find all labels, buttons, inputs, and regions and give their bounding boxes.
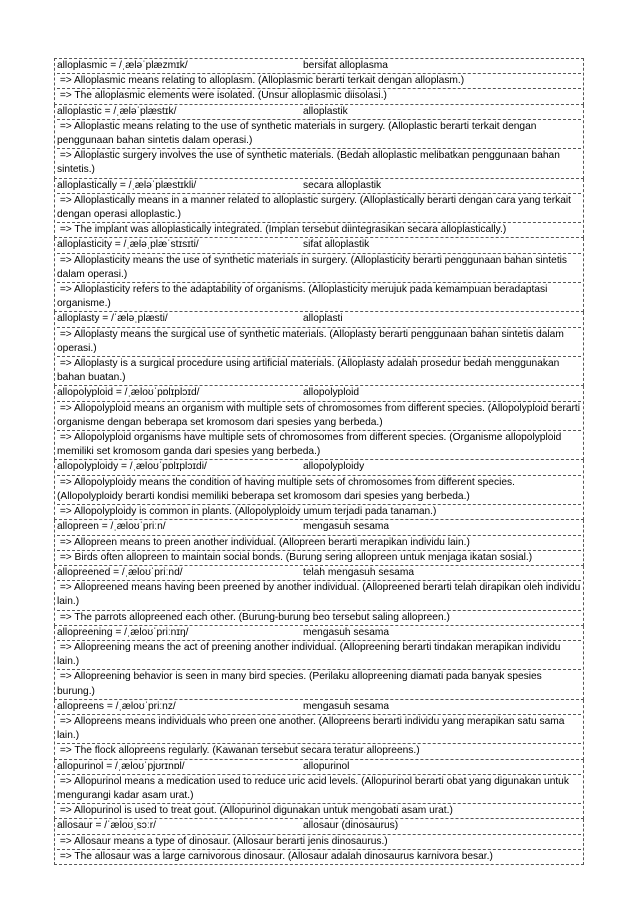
entry-headword-row [57, 105, 581, 120]
entry-headword-row [57, 179, 581, 194]
entry-example-line: => The alloplasmic elements were isolated. (Unsur alloplasmic diisolasi.) [57, 90, 387, 102]
entry-translation: sifat alloplastik [303, 239, 370, 251]
entry-term: allopolyploid = /ˌæloʊˈpɒlɪplɔɪd/ [57, 387, 200, 399]
dictionary-entry [54, 700, 584, 760]
entry-term: alloplastically = /ˌæləˈplæstɪkli/ [57, 179, 197, 191]
dictionary-entry [54, 386, 584, 460]
entry-term: alloplasty = /ˈæləˌplæsti/ [57, 313, 168, 325]
entry-example-line: => Allopurinol means a medication used to reduce uric acid levels. (Allopurinol berarti obat yang digunakan untuk mengurangi kadar asam urat.) [57, 775, 581, 804]
dictionary-entry [54, 566, 584, 626]
entry-term: allopolyploidy = /ˌæloʊˈpɒlɪplɔɪdi/ [57, 461, 207, 473]
entry-example-line: => The flock allopreens regularly. (Kawanan tersebut secara teratur allopreens.) [57, 745, 420, 757]
entry-term: allopreens = /ˌæloʊˈpriːnz/ [57, 700, 176, 712]
entry-example-line: => Allopolyploid organisms have multiple sets of chromosomes from different species. (Organisme allopolyploid memiliki set kromosom ganda dari spesies yang berbeda.) [57, 432, 562, 458]
entry-example-line: => Alloplasty means the surgical use of synthetic materials. (Alloplasty berarti penggunaan bahan sintetis dalam operasi.) [57, 328, 581, 357]
dictionary-entry [54, 238, 584, 312]
entry-translation: mengasuh sesama [303, 521, 390, 533]
dictionary-entry [54, 760, 584, 820]
entry-headword-row [57, 312, 581, 327]
entry-example-line: => Birds often allopreen to maintain social bonds. (Burung sering allopreen untuk menjaga ikatan sosial.) [57, 551, 533, 563]
entry-example-line: => Allopreened means having been preened by another individual. (Allopreened berarti telah dirapikan oleh individu lain.) [57, 581, 581, 610]
entry-translation: allosaur (dinosaurus) [303, 820, 399, 832]
dictionary-entry [54, 520, 584, 566]
entry-headword-row [57, 238, 581, 253]
entry-example-line: => The parrots allopreened each other. (Burung-burung beo tersebut saling allopreen.) [57, 611, 450, 623]
entry-example-line: => Alloplasticity means the use of synthetic materials in surgery. (Alloplasticity berarti penggunaan bahan sintetis dalam operasi.) [57, 254, 581, 283]
entry-term: allopurinol = /ˌæloʊˈpjʊrɪnɒl/ [57, 760, 185, 772]
dictionary-entry [54, 58, 584, 105]
entry-example-line: => Allosaur means a type of dinosaur. (Allosaur berarti jenis dinosaurus.) [57, 835, 581, 850]
entry-translation: allopolyploidy [303, 461, 365, 473]
entry-term: allopreening = /ˌæloʊˈpriːnɪŋ/ [57, 626, 189, 638]
entry-term: allopreened = /ˌæloʊˈpriːnd/ [57, 566, 183, 578]
entry-translation: mengasuh sesama [303, 700, 390, 712]
entry-translation: allopurinol [303, 760, 350, 772]
entry-example-line: => Allopreening behavior is seen in many bird species. (Perilaku allopreening diamati pada banyak spesies burung.) [57, 671, 542, 697]
entry-headword-row [57, 520, 581, 535]
entry-example-line: => Allopolyploidy means the condition of having multiple sets of chromosomes from different species. (Allopolyploidy berarti kondisi memiliki beberapa set kromosom dari spesies yang berbeda.) [57, 476, 581, 505]
entry-example-line: => Alloplasticity refers to the adaptability of organisms. (Alloplasticity merujuk pada kemampuan beradaptasi organisme.) [57, 284, 548, 310]
entry-example-line: => The allosaur was a large carnivorous dinosaur. (Allosaur adalah dinosaurus karnivora besar.) [57, 850, 493, 862]
entry-headword-row [57, 386, 581, 401]
entry-example-line: => Alloplastically means in a manner related to alloplastic surgery. (Alloplastically berarti dengan cara yang terkait dengan operasi alloplastic.) [57, 194, 581, 223]
entry-example-line: => Allopreens means individuals who preen one another. (Allopreens berarti individu yang merapikan satu sama lain.) [57, 715, 581, 744]
entry-example-line: => Alloplastic means relating to the use of synthetic materials in surgery. (Alloplastic berarti terkait dengan penggunaan bahan sintetis dalam operasi.) [57, 120, 581, 149]
entry-translation: bersifat alloplasma [303, 60, 388, 71]
entry-headword-row [57, 819, 581, 834]
entry-headword-row [57, 700, 581, 715]
entry-term: alloplasticity = /ˌæləˌplæˈstɪsɪti/ [57, 239, 199, 251]
entry-example-line: => Alloplasty is a surgical procedure using artificial materials. (Alloplasty adalah prosedur bedah menggunakan bahan buatan.) [57, 358, 560, 384]
entry-example-line: => Allopreening means the act of preening another individual. (Allopreening berarti tindakan merapikan individu lain.) [57, 641, 581, 670]
dictionary-entry [54, 460, 584, 520]
entry-translation: allopolyploid [303, 387, 360, 399]
entry-example-line: => Allopreen means to preen another individual. (Allopreen berarti merapikan individu lain.) [57, 536, 581, 551]
entry-example-line: => The implant was alloplastically integrated. (Implan tersebut diintegrasikan secara alloplastically.) [57, 224, 507, 236]
entry-headword-row [57, 59, 581, 74]
entry-headword-row [57, 626, 581, 641]
dictionary-entry [54, 819, 584, 865]
entry-translation: telah mengasuh sesama [303, 566, 414, 578]
dictionary-entry [54, 312, 584, 386]
entry-headword-row [57, 566, 581, 581]
entry-translation: mengasuh sesama [303, 626, 390, 638]
dictionary-entry [54, 626, 584, 700]
entry-example-line: => Alloplasmic means relating to alloplasm. (Alloplasmic berarti terkait dengan alloplasm.) [57, 74, 581, 89]
entry-term: alloplasmic = /ˌæləˈplæzmɪk/ [57, 60, 188, 71]
entry-example-line: => Alloplastic surgery involves the use of synthetic materials. (Bedah alloplastic melibatkan penggunaan bahan sintetis.) [57, 150, 560, 176]
entry-translation: secara alloplastik [303, 179, 382, 191]
dictionary-page [54, 58, 584, 865]
entry-term: allopreen = /ˌæloʊˈpriːn/ [57, 521, 166, 533]
entry-example-line: => Allopolyploidy is common in plants. (Allopolyploidy umum terjadi pada tanaman.) [57, 506, 437, 518]
entry-headword-row [57, 760, 581, 775]
entry-example-line: => Allopurinol is used to treat gout. (Allopurinol digunakan untuk mengobati asam urat.) [57, 805, 453, 817]
entry-example-line: => Allopolyploid means an organism with multiple sets of chromosomes from different species. (Allopolyploid berarti organisme dengan beberapa set kromosom dari spesies yang berbeda.) [57, 402, 581, 431]
dictionary-entry [54, 105, 584, 179]
entry-headword-row [57, 460, 581, 475]
entry-translation: alloplasti [303, 313, 343, 325]
entry-term: allosaur = /ˈæloʊˌsɔːr/ [57, 820, 156, 832]
dictionary-entry [54, 179, 584, 239]
entry-translation: alloplastik [303, 105, 348, 117]
entry-term: alloplastic = /ˌæləˈplæstɪk/ [57, 105, 177, 117]
